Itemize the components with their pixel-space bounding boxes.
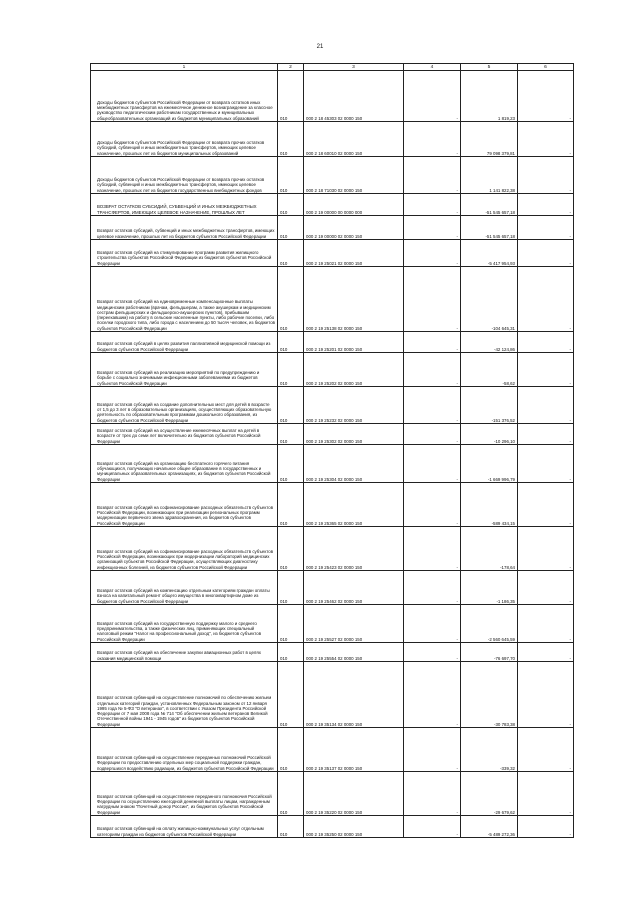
column-header: 3	[304, 64, 404, 71]
table-row	[91, 527, 574, 571]
row-name-text: Возврат остатков субсидий на единовременные компенсационные выплаты медицинским работникам (врачам, фельдшерам, а также акушеркам и медицинским сестрам фельдшерских и фельдшерско-акушерских пунктов), прибывшим (переехавшим) на работу в сельские населенные пункты, либо рабочие поселки, либо поселки городского типа, либо города с населением до 50 тысяч человек, из бюджетов субъектов Российской Федерации	[97, 299, 275, 331]
row-code: 010	[278, 605, 304, 643]
row-kbk: 000 2 19 25527 02 0000 150	[304, 605, 404, 643]
row-col5: -339,32	[461, 728, 518, 772]
row-name-text: Возврат остатков субсидий на софинансирование расходных обязательств субъектов Российской Федерации, возникающих при реализации региональных программ модернизации первичного звена здравоохранения, из бюджетов субъектов Российской Федерации	[97, 504, 274, 526]
table-row	[91, 643, 574, 662]
row-col6: -	[518, 728, 574, 772]
row-name	[91, 527, 278, 571]
row-code: 010	[278, 816, 304, 838]
row-kbk: 000 2 19 25304 02 0000 150	[304, 445, 404, 483]
table-row	[91, 816, 574, 838]
row-col4: -	[404, 267, 461, 332]
row-name	[91, 571, 278, 605]
row-col6: -	[518, 157, 574, 194]
row-code: 010	[278, 194, 304, 216]
row-code: 010	[278, 527, 304, 571]
row-col5: -5 489 272,36	[461, 816, 518, 838]
row-col4: -	[404, 332, 461, 353]
row-col6: -	[518, 483, 574, 527]
row-code: 010	[278, 445, 304, 483]
row-col4: -	[404, 387, 461, 424]
table-row	[91, 772, 574, 816]
column-header: 6	[518, 64, 574, 71]
row-code: 010	[278, 240, 304, 267]
row-kbk: 000 2 19 25232 02 0000 150	[304, 387, 404, 424]
table-row	[91, 605, 574, 643]
table-row	[91, 662, 574, 728]
row-name-text: Возврат остатков субсидий в целях развития паллиативной медицинской помощи из бюджетов субъектов Российской Федерации	[97, 341, 271, 352]
row-code: 010	[278, 483, 304, 527]
row-name	[91, 662, 278, 728]
row-name-text: Доходы бюджетов субъектов Российской Федерации от возврата прочих остатков субсидий, субвенций и иных межбюджетных трансфертов, имеющих целевое назначение, прошлых лет из бюджетов муниципальных образований	[97, 140, 265, 156]
row-col6: -	[518, 445, 574, 483]
column-header: 4	[404, 64, 461, 71]
row-name-text: Доходы бюджетов субъектов Российской Федерации от возврата прочих остатков субсидий, субвенций и иных межбюджетных трансфертов, имеющих целевое назначение, прошлых лет из бюджетов государственных внебюджетных фондов	[97, 177, 265, 193]
header-row	[91, 64, 574, 71]
table-row	[91, 122, 574, 157]
row-name	[91, 445, 278, 483]
row-col6: -	[518, 71, 574, 122]
row-col5: -51 545 657,18	[461, 194, 518, 216]
row-code: 010	[278, 387, 304, 424]
row-name-text: Возврат остатков субсидий на стимулирование программ развития жилищного строительства субъектов Российской Федерации из бюджетов субъектов Российской Федерации	[97, 250, 272, 266]
row-col5: -5 417 954,93	[461, 240, 518, 267]
row-col5: -151 376,52	[461, 387, 518, 424]
row-col6: -	[518, 643, 574, 662]
row-kbk: 000 2 18 71030 02 0000 150	[304, 157, 404, 194]
row-col4: -	[404, 216, 461, 240]
row-kbk: 000 2 19 35250 02 0000 150	[304, 816, 404, 838]
row-col6: -	[518, 122, 574, 157]
table-row	[91, 216, 574, 240]
row-col5: -1 669 996,79	[461, 445, 518, 483]
row-col5: 1 819,23	[461, 71, 518, 122]
row-name-text: Возврат остатков субсидий на компенсацию отдельным категориям граждан оплаты взноса на капитальный ремонт общего имущества в многоквартирном доме из бюджетов субъектов Российской Федерации	[97, 588, 270, 604]
row-code: 010	[278, 662, 304, 728]
row-kbk: 000 2 19 25462 02 0000 150	[304, 571, 404, 605]
row-name-text: Возврат остатков субсидий на создание дополнительных мест для детей в возрасте от 1,5 до 3 лет в образовательных организациях, осуществляющих образовательную деятельность по образовательным программам дошкольного образования, из бюджетов субъектов Российской Федерации	[97, 401, 272, 423]
row-col4: -	[404, 728, 461, 772]
row-name-text: Возврат остатков субсидий, субвенций и иных межбюджетных трансфертов, имеющих целевое назначение, прошлых лет из бюджетов субъектов Российской Федерации	[97, 228, 275, 239]
row-col6: -	[518, 527, 574, 571]
row-col4: -	[404, 122, 461, 157]
row-name	[91, 157, 278, 194]
row-name	[91, 424, 278, 445]
row-col4: -	[404, 483, 461, 527]
row-col6: -	[518, 353, 574, 387]
row-col5: -29 679,62	[461, 772, 518, 816]
row-name-text: Возврат остатков субсидий на софинансирование расходных обязательств субъектов Российской Федерации, возникающих при модернизации лабораторий медицинских организаций субъектов Российской Федерации, осуществляющих диагностику инфекционных болезней, из бюджетов субъектов Российской Федерации	[97, 548, 274, 570]
row-kbk: 000 2 19 25365 02 0000 150	[304, 483, 404, 527]
row-kbk: 000 2 19 35220 02 0000 150	[304, 772, 404, 816]
table-row	[91, 194, 574, 216]
row-col5: -42 124,86	[461, 332, 518, 353]
row-code: 010	[278, 728, 304, 772]
row-col5: -1 186,35	[461, 571, 518, 605]
row-col6: -	[518, 424, 574, 445]
row-name-text: Возврат остатков субсидий на реализацию мероприятий по предупреждению и борьбе с социально значимыми инфекционными заболеваниями из бюджетов субъектов Российской Федерации	[97, 370, 260, 386]
report-table	[90, 63, 574, 838]
row-col4: -	[404, 571, 461, 605]
row-name	[91, 816, 278, 838]
column-header: 1	[91, 64, 278, 71]
row-col4: -	[404, 643, 461, 662]
row-kbk: 000 2 19 25021 02 0000 150	[304, 240, 404, 267]
row-kbk: 000 2 19 25138 02 0000 150	[304, 267, 404, 332]
row-col5: -10 296,10	[461, 424, 518, 445]
row-col4: -	[404, 71, 461, 122]
row-col5: -178,64	[461, 527, 518, 571]
row-col5: -2 560 645,59	[461, 605, 518, 643]
row-name	[91, 332, 278, 353]
row-col6: -	[518, 605, 574, 643]
row-col5: -30 783,38	[461, 662, 518, 728]
row-name	[91, 216, 278, 240]
row-name	[91, 240, 278, 267]
row-name	[91, 267, 278, 332]
row-code: 010	[278, 772, 304, 816]
row-col6: -	[518, 816, 574, 838]
row-name	[91, 605, 278, 643]
row-name-text: Возврат остатков субвенций на осуществление переданных полномочий Российской Федерации по предоставлению отдельных мер социальной поддержки граждан, подвергшихся воздействию радиации, из бюджетов субъектов Российской Федерации	[97, 755, 274, 771]
table-row	[91, 157, 574, 194]
row-col4: -	[404, 240, 461, 267]
table-row	[91, 445, 574, 483]
row-name	[91, 483, 278, 527]
row-code: 010	[278, 216, 304, 240]
row-kbk: 000 2 19 25554 02 0000 150	[304, 643, 404, 662]
row-name	[91, 353, 278, 387]
table-row	[91, 483, 574, 527]
row-col4: -	[404, 605, 461, 643]
row-kbk: 000 2 19 25202 02 0000 150	[304, 353, 404, 387]
row-col4: -	[404, 816, 461, 838]
row-code: 010	[278, 353, 304, 387]
row-code: 010	[278, 332, 304, 353]
row-col5: -76 697,70	[461, 643, 518, 662]
row-col5: -104 645,31	[461, 267, 518, 332]
row-col4: -	[404, 772, 461, 816]
row-col5: -51 545 657,18	[461, 216, 518, 240]
row-kbk: 000 2 18 60010 02 0000 150	[304, 122, 404, 157]
column-header: 5	[461, 64, 518, 71]
row-col4: -	[404, 527, 461, 571]
row-name-text: Возврат остатков субвенций на оплату жилищно-коммунальных услуг отдельным категориям граждан из бюджетов субъектов Российской Федерации	[97, 826, 264, 837]
row-name-text: Возврат остатков субвенций на осуществление переданного полномочия Российской Федерации по осуществлению ежегодной денежной выплаты лицам, награжденным нагрудным знаком "Почетный донор России", из бюджетов субъектов Российской Федерации	[97, 793, 272, 815]
row-name	[91, 387, 278, 424]
table-row	[91, 332, 574, 353]
row-col6: -	[518, 240, 574, 267]
table-row	[91, 571, 574, 605]
row-col4: -	[404, 194, 461, 216]
row-col6: -	[518, 662, 574, 728]
row-name-text: Доходы бюджетов субъектов Российской Федерации от возврата остатков иных межбюджетных трансфертов на ежемесячное денежное вознаграждение за классное руководство педагогическим работникам государственных и муниципальных общеобразовательных организаций из бюджетов муниципальных образований	[97, 99, 273, 121]
row-col6: -	[518, 194, 574, 216]
row-kbk: 000 2 19 35137 02 0000 150	[304, 728, 404, 772]
row-name	[91, 643, 278, 662]
row-kbk: 000 2 18 45303 02 0000 150	[304, 71, 404, 122]
row-code: 010	[278, 157, 304, 194]
row-col6: -	[518, 772, 574, 816]
table-row	[91, 353, 574, 387]
page-number: 21	[316, 44, 324, 50]
row-name-text: Возврат остатков субсидий на организацию бесплатного горячего питания обучающихся, получающих начальное общее образование в государственных и муниципальных образовательных организациях, из бюджетов субъектов Российской Федерации	[97, 460, 271, 482]
row-name-text: ВОЗВРАТ ОСТАТКОВ СУБСИДИЙ, СУБВЕНЦИЙ И ИНЫХ МЕЖБЮДЖЕТНЫХ ТРАНСФЕРТОВ, ИМЕЮЩИХ ЦЕЛЕВОЕ НАЗНАЧЕНИЕ, ПРОШЛЫХ ЛЕТ	[97, 204, 257, 215]
row-code: 010	[278, 71, 304, 122]
row-col4: -	[404, 353, 461, 387]
row-col5: 79 098 379,81	[461, 122, 518, 157]
table-row	[91, 728, 574, 772]
row-col5: -58,62	[461, 353, 518, 387]
row-col5: -589 434,15	[461, 483, 518, 527]
row-kbk: 000 2 19 25423 02 0000 150	[304, 527, 404, 571]
row-col4: -	[404, 157, 461, 194]
row-code: 010	[278, 643, 304, 662]
row-name-text: Возврат остатков субвенций на осуществление полномочий по обеспечению жильем отдельных категорий граждан, установленных Федеральным законом от 12 января 1995 года № 5-ФЗ "О ветеранах", в соответствии с Указом Президента Российской Федерации от 7 мая 2008 года № 714 "Об обеспечении жильем ветеранов Великой Отечественной войны 1941 - 1945 годов" из бюджетов субъектов Российской Федерации	[97, 695, 272, 727]
row-name-text: Возврат остатков субсидий на государственную поддержку малого и среднего предпринимательства, а также физических лиц, применяющих специальный налоговый режим "Налог на профессиональный доход", из бюджетов субъектов Российской Федерации	[97, 620, 262, 642]
row-code: 010	[278, 122, 304, 157]
row-name-text: Возврат остатков субсидий на осуществление ежемесячных выплат на детей в возрасте от трех до семи лет включительно из бюджетов субъектов Российской Федерации	[97, 428, 261, 444]
column-header: 2	[278, 64, 304, 71]
row-name	[91, 122, 278, 157]
row-name	[91, 772, 278, 816]
row-col6: -	[518, 571, 574, 605]
row-kbk: 000 2 19 25302 02 0000 150	[304, 424, 404, 445]
row-col4: -	[404, 662, 461, 728]
table-row	[91, 71, 574, 122]
row-col6: -	[518, 216, 574, 240]
row-name	[91, 728, 278, 772]
row-kbk: 000 2 19 00000 02 0000 150	[304, 216, 404, 240]
table-row	[91, 267, 574, 332]
row-code: 010	[278, 267, 304, 332]
row-col4: -	[404, 445, 461, 483]
row-kbk: 000 2 19 25201 02 0000 150	[304, 332, 404, 353]
row-kbk: 000 2 19 00000 00 0000 000	[304, 194, 404, 216]
row-col4: -	[404, 424, 461, 445]
table-row	[91, 240, 574, 267]
row-name	[91, 194, 278, 216]
row-col5: 1 141 822,38	[461, 157, 518, 194]
row-code: 010	[278, 571, 304, 605]
row-code: 010	[278, 424, 304, 445]
table-row	[91, 424, 574, 445]
row-name	[91, 71, 278, 122]
row-col6: -	[518, 332, 574, 353]
row-kbk: 000 2 19 35134 02 0000 150	[304, 662, 404, 728]
row-col6: -	[518, 387, 574, 424]
table-row	[91, 387, 574, 424]
row-col6: -	[518, 267, 574, 332]
row-name-text: Возврат остатков субсидий на обеспечение закупки авиационных работ в целях оказания медицинской помощи	[97, 650, 261, 661]
